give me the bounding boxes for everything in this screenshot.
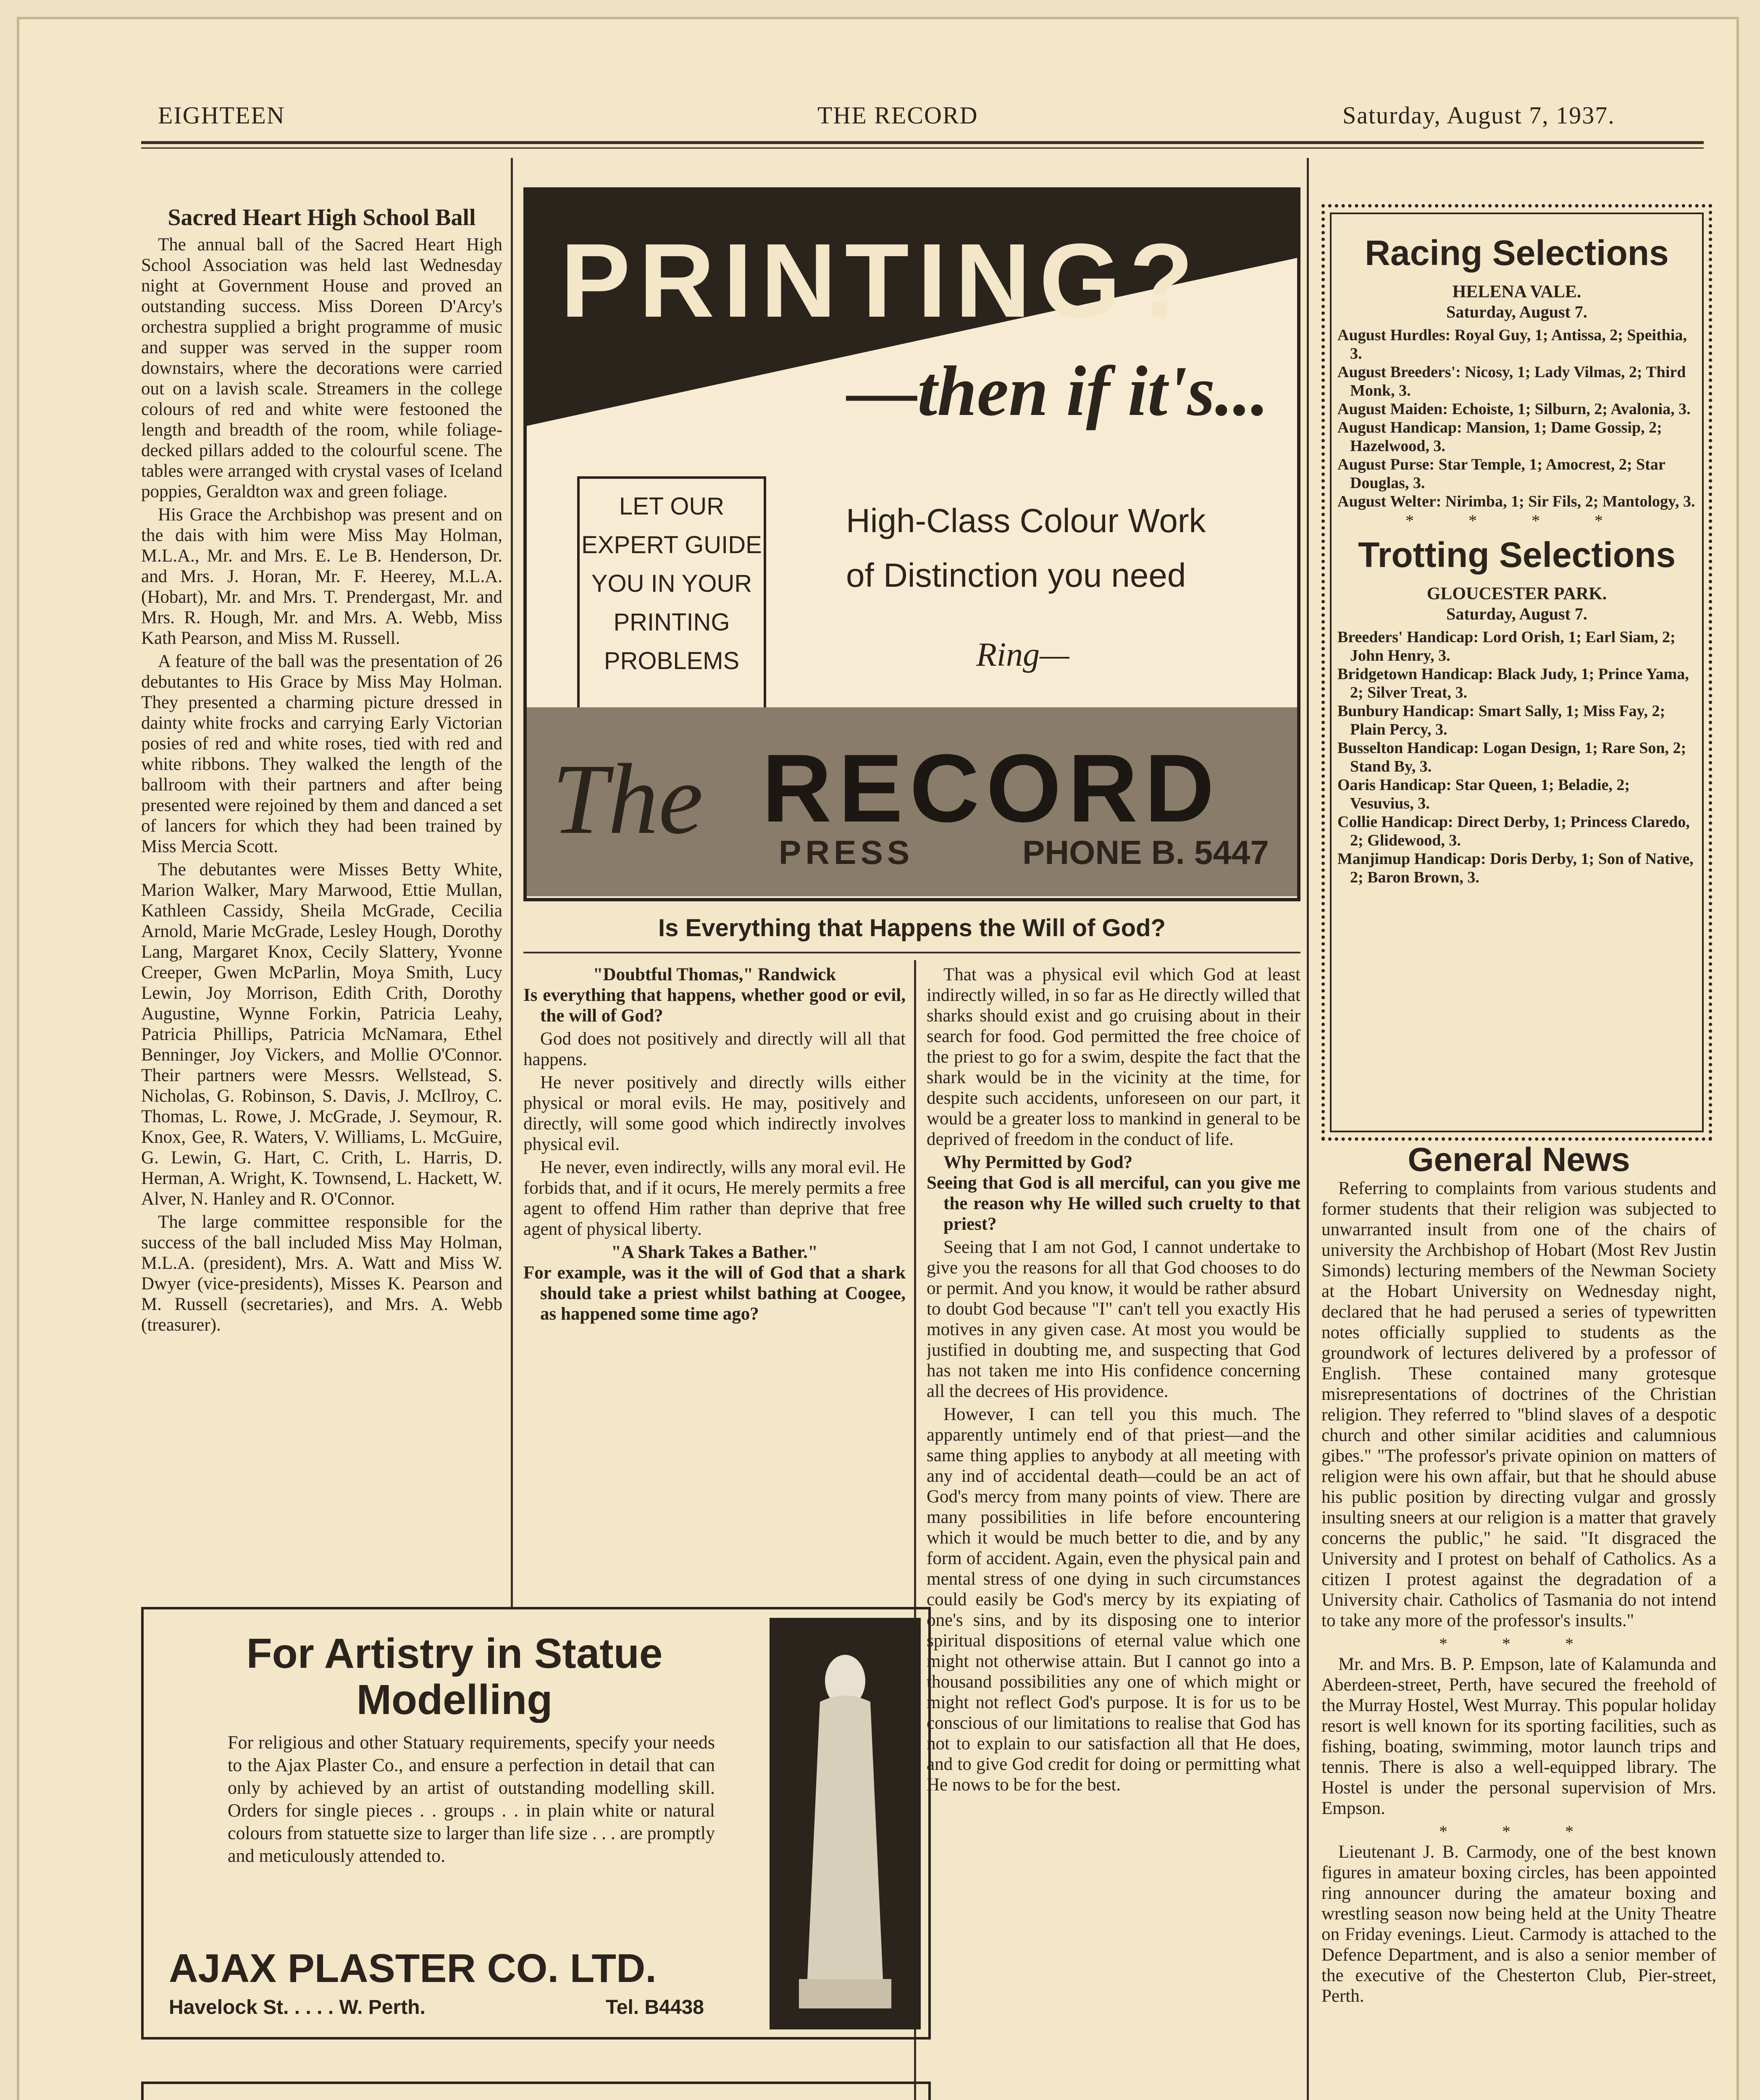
will-para: God does not positively and directly will all that happens.: [523, 1029, 906, 1069]
racing-item: August Hurdles: Royal Guy, 1; Antissa, 2; Speithia, 3.: [1337, 326, 1687, 362]
trotting-item: Manjimup Handicap: Doris Derby, 1; Son of Native, 2; Baron Brown, 3.: [1337, 850, 1694, 886]
trotting-item: Oaris Handicap: Star Queen, 1; Beladie, 2; Vesuvius, 3.: [1337, 776, 1630, 812]
trotting-item: Bunbury Handicap: Smart Sally, 1; Miss Fay, 2; Plain Percy, 3.: [1337, 702, 1665, 738]
statue-title: For Artistry in Statue Modelling: [246, 1630, 663, 1723]
ball-para: His Grace the Archbishop was present and on the dais with him were Miss May Holman, M.L.A., Mr. and Mrs. E. Le B. Henderson, Dr. and Mrs. J. Horan, Mr. F. Heerey, M.L.A. (Hobart), Mr. and Mrs. T. Prendergast, Mr. and Mrs. R. Hough, Mr. and Mrs. A. Webb, Miss Kath Pearson, and Miss M. Russell.: [141, 505, 502, 648]
racing-venue: HELENA VALE.: [1452, 282, 1581, 302]
racing-item: August Welter: Nirimba, 1; Sir Fils, 2; Mantology, 3.: [1337, 493, 1695, 510]
trotting-date: Saturday, August 7.: [1446, 604, 1587, 623]
ball-para: The annual ball of the Sacred Heart High School Association was held last Wednesday night at Government House and proved an outstanding success. Miss Doreen D'Arcy's orchestra supplied a bright programme of music and supper was served in the supper room downstairs, where the decorations were carried out on a lavish scale. Streamers in the college colours of red and white were festooned the length and breadth of the room, while foliage-decked pillars added to the colourful scene. The tables were arranged with crystal vases of Iceland poppies, Geraldton wax and green foliage.: [141, 235, 502, 501]
printing-offer-1: High-Class Colour Work: [846, 502, 1206, 539]
will-title: Is Everything that Happens the Will of God?: [658, 914, 1166, 942]
printing-press: PRESS: [779, 834, 914, 871]
news-stars: * * *: [1439, 1822, 1599, 1841]
printing-script: —then if it's...: [846, 352, 1269, 430]
racing-stars: * * * *: [1405, 511, 1628, 530]
will-para: That was a physical evil which God at least indirectly willed, in so far as He directly willed that sharks should exist and go cruising about in their search for food. God permitted the free choice of the priest to go for a swim, despite the fact that the shark would be in the vicinity at the time, for despite such accidents, unforeseen on our part, it would be a greater loss to mankind in general to be deprived of freedom in the conduct of life.: [927, 965, 1300, 1149]
news-para: Lieutenant J. B. Carmody, one of the best known figures in amateur boxing circles, has been appointed ring announcer during the amateur boxing and wrestling season now being held at the Unity Theatre on Friday evenings. Lieut. Carmody is attached to the Defence Department, and is also a senior member of the executive of the Chesterton Club, Pier-street, Perth.: [1321, 1842, 1716, 2006]
printing-offer-2: of Distinction you need: [846, 556, 1186, 594]
trotting-item: Bridgetown Handicap: Black Judy, 1; Prince Yama, 2; Silver Treat, 3.: [1337, 665, 1689, 701]
madonna-statue-icon: [770, 1618, 921, 2029]
statue-body: For religious and other Statuary requirements, specify your needs to the Ajax Plaster Co., and ensure a perfection in detail that can only by achieved by an artist of outstanding modelling skill. Orders for single pieces . . groups . . in plain white or natural colours from statuette size to larger than life size . . . are promptly and meticulously attended to.: [228, 1732, 715, 1866]
ball-article: [141, 204, 502, 1599]
trotting-venue: GLOUCESTER PARK.: [1426, 584, 1607, 604]
general-news: [1321, 1145, 1716, 2100]
newspaper-page: [17, 17, 1739, 2100]
will-col-1: [523, 964, 906, 1603]
will-byline: "Doubtful Thomas," Randwick: [593, 965, 836, 984]
will-question-1: Is everything that happens, whether good or evil, the will of God?: [523, 985, 906, 1026]
will-question-2: For example, was it the will of God that a shark should take a priest whilst bathing at Coogee, as happened some time ago?: [523, 1263, 906, 1324]
will-para: Seeing that I am not God, I cannot undertake to give you the reasons for all that God chooses to do or permit. And you know, it would be rather absurd to doubt God because "I" can't tell you exactly His motives in any given case. At most you would be justified in doubting me, and suspecting that God has not taken me into His confidence concerning all the decrees of His providence.: [927, 1237, 1300, 1401]
printing-brand: RECORD: [762, 734, 1221, 842]
selections-box: [1321, 204, 1712, 1141]
news-stars: * * *: [1439, 1634, 1599, 1653]
racing-item: August Purse: Star Temple, 1; Amocrest, 2; Star Douglas, 3.: [1337, 456, 1665, 492]
trotting-item: Collie Handicap: Direct Derby, 1; Princess Claredo, 2; Glidewood, 3.: [1337, 813, 1690, 849]
will-col-2: [927, 964, 1300, 2100]
racing-list: [1337, 326, 1696, 511]
ball-title: Sacred Heart High School Ball: [168, 205, 476, 231]
trotting-title: Trotting Selections: [1358, 535, 1676, 575]
news-para: Mr. and Mrs. B. P. Empson, late of Kalamunda and Aberdeen-street, Perth, have secured the freehold of the Murray Hostel, West Murray. This popular holiday resort is well known for its sporting facilities, such as fishing, boating, swimming, motor launch trips and tennis. There is also a well-equipped library. The Hostel is under the personal supervision of Mrs. Empson.: [1321, 1654, 1716, 1818]
will-para: However, I can tell you this much. The apparently untimely end of that priest—and the same thing applies to anybody at all meeting with any ind of accidental death—could be an act of God's mercy from many points of view. There are many possibilities in life before encountering which it would be much better to die, and by any form of accident. Again, even the physical pain and mental stress of one dying in such circumstances could easily be God's mercy by its expiating of one's sins, and by its disposing one to interior spiritual dispositions of eternal value which one might not otherwise attain. But I cannot go into a thousand possibilities any one of which might or might not reflect God's purpose. It is for us to be conscious of our limitations to realise that God has not to explain to our satisfaction all that He does, and to give God credit for doing or permitting what He nows to be for the best.: [927, 1404, 1300, 1795]
printing-phone: PHONE B. 5447: [1022, 834, 1269, 871]
trotting-list: [1337, 628, 1696, 887]
column-rule: [511, 158, 513, 1607]
masthead-rule-thin: [141, 147, 1704, 149]
statue-tel: Tel. B4438: [606, 1996, 704, 2019]
watch-ad: [141, 2082, 931, 2100]
will-subhead-1: "A Shark Takes a Bather.": [611, 1242, 818, 1262]
statue-ad: [141, 1607, 931, 2040]
column-rule: [1307, 158, 1309, 2100]
racing-date: Saturday, August 7.: [1446, 302, 1587, 321]
will-subhead-2: Why Permitted by God?: [943, 1152, 1133, 1172]
will-rule: [523, 952, 1300, 953]
masthead-rule: [141, 141, 1704, 144]
issue-date: Saturday, August 7, 1937.: [1342, 102, 1615, 129]
printing-box-text: LET OUR EXPERT GUIDE YOU IN YOUR PRINTING PROBLEMS: [577, 476, 766, 732]
statue-company: AJAX PLASTER CO. LTD.: [169, 1946, 657, 1991]
news-para: Referring to complaints from various students and former students that their religion was subjected to unwarranted insult from one of the chairs of university the Archbishop of Hobart (Most Rev Justin Simonds) lecturing members of the Newman Society at the Hobart University on Wednesday night, declared that he had perused a series of typewritten notes officially supplied to students as the groundwork of lectures delivered by a professor of English. These contained many grotesque misrepresentations of doctrines of the Christian religion. They referred to "blind slaves of a despotic church and other similar acidities and calumnious gibes." "The professor's private opinion on matters of religion were his own affair, but that he should abuse his public position by directing vulgar and grossly insulting sneers at our religion is a matter that gravely concerns the public," he said. "It disgraced the University and I protest on behalf of Catholics. As a citizen I protest against the degradation of a University chair. Catholics of Tasmania do not intend to take any more of the professor's insults.": [1321, 1179, 1716, 1630]
racing-item: August Breeders': Nicosy, 1; Lady Vilmas, 2; Third Monk, 3.: [1337, 363, 1686, 399]
page-number: EIGHTEEN: [158, 102, 285, 129]
trotting-item: Breeders' Handicap: Lord Orish, 1; Earl Siam, 2; John Henry, 3.: [1337, 628, 1676, 664]
ball-para: The debutantes were Misses Betty White, Marion Walker, Mary Marwood, Ettie Mullan, Kathleen Cassidy, Sheila McGrade, Cecilia Arnold, Marie McGrade, Lesley Hough, Dorothy Lang, Margaret Knox, Cecily Slattery, Yvonne Creeper, Gwen McParlin, Moya Smith, Lucy Lewin, Joy Morrison, Edith Crith, Dorothy Augustine, Wynne Forkin, Patricia Leahy, Patricia Phillips, Patricia McNamara, Ethel Benninger, Joy Vickers, and Mollie O'Connor. Their partners were Messrs. Wellstead, S. Nicholas, G. Robinson, S. Davis, J. McIlroy, C. Thomas, L. Rowe, J. McGrade, J. Seymour, R. Knox, Gee, R. Waters, V. Williams, L. McGuire, G. Lewin, G. Hart, C. Crith, L. Harris, D. Herman, A. Wright, K. Townsend, L. Hackett, W. Alver, N. Hanley and R. O'Connor.: [141, 860, 502, 1209]
paper-name: THE RECORD: [817, 102, 978, 129]
will-para: He never positively and directly wills either physical or moral evils. He may, positively and directly, will some good which indirectly involves physical evil.: [523, 1073, 906, 1154]
will-question-3: Seeing that God is all merciful, can you give me the reason why He willed such cruelty to that priest?: [927, 1173, 1300, 1234]
racing-item: August Maiden: Echoiste, 1; Silburn, 2; Avalonia, 3.: [1337, 400, 1691, 418]
statue-photo: [770, 1618, 921, 2029]
ball-para: A feature of the ball was the presentation of 26 debutantes to His Grace by Miss May Holman. They presented a charming picture dressed in dainty white frocks and carrying Early Victorian posies of red and white roses, tied with red and white ribbons. They walked the length of the ballroom with their partners and after being presented were rejoined by them and danced a set of lancers for which they had been trained by Miss Mercia Scott.: [141, 651, 502, 856]
news-title: General News: [1408, 1145, 1630, 1178]
printing-ring: Ring—: [976, 636, 1070, 673]
racing-title: Racing Selections: [1365, 233, 1669, 273]
statue-address: Havelock St. . . . . W. Perth.: [169, 1996, 426, 2019]
will-para: He never, even indirectly, wills any moral evil. He forbids that, and if it ocurs, He merely permits a free agent to offend Him rather than deprive that free agent of physical liberty.: [523, 1158, 906, 1239]
printing-ad: [523, 187, 1300, 901]
racing-item: August Handicap: Mansion, 1; Dame Gossip, 2; Hazelwood, 3.: [1337, 419, 1662, 455]
printing-headline: PRINTING?: [560, 222, 1202, 339]
ball-para: The large committee responsible for the success of the ball included Miss May Holman, M.L.A. (president), Mrs. A. Watt and Miss W. Dwyer (vice-presidents), Misses K. Pearson and M. Russell (secretaries), and Mrs. A. Webb (treasurer).: [141, 1212, 502, 1335]
trotting-item: Busselton Handicap: Logan Design, 1; Rare Son, 2; Stand By, 3.: [1337, 739, 1686, 775]
printing-the: The: [552, 743, 703, 855]
